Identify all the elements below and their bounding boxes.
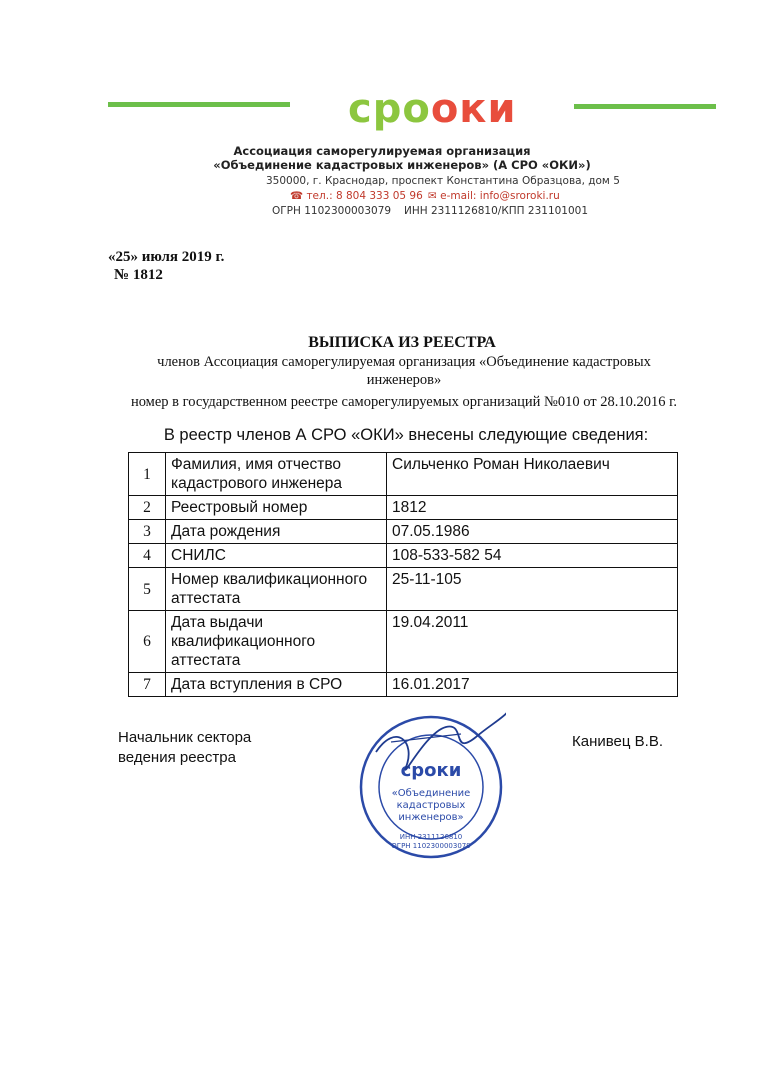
org-name-line2: «Объединение кадастровых инженеров» (А СРО «ОКИ») bbox=[213, 158, 591, 172]
stamp-line1: «Объединение bbox=[391, 788, 471, 799]
row-value: 19.04.2011 bbox=[387, 611, 678, 673]
signer-name: Канивец В.В. bbox=[572, 733, 663, 750]
row-number: 4 bbox=[129, 544, 166, 568]
row-number: 3 bbox=[129, 520, 166, 544]
row-label: Дата вступления в СРО bbox=[166, 673, 387, 697]
row-label: СНИЛС bbox=[166, 544, 387, 568]
table-row bbox=[129, 496, 678, 520]
document-subtitle-line1: членов Ассоциация саморегулируемая организация «Объединение кадастровых bbox=[157, 354, 651, 370]
org-phone: ☎ тел.: 8 804 333 05 96 bbox=[290, 190, 423, 202]
table-row bbox=[129, 544, 678, 568]
org-logo: срооки bbox=[348, 86, 517, 132]
stamp-line2: кадастровых bbox=[396, 800, 466, 811]
registry-line: номер в государственном реестре саморегулируемых организаций №010 от 28.10.2016 г. bbox=[130, 394, 678, 410]
row-label: Фамилия, имя отчество кадастрового инженера bbox=[166, 453, 387, 496]
table-row bbox=[129, 673, 678, 697]
row-value: Сильченко Роман Николаевич bbox=[387, 453, 678, 496]
stamp-line3: инженеров» bbox=[398, 812, 464, 823]
org-ogrn: ОГРН 1102300003079 bbox=[272, 205, 392, 217]
row-number: 5 bbox=[129, 568, 166, 611]
document-title: ВЫПИСКА ИЗ РЕЕСТРА bbox=[308, 334, 496, 351]
row-label: Номер квалификационного аттестата bbox=[166, 568, 387, 611]
registry-table bbox=[128, 452, 678, 697]
org-inn: ИНН 2311126810/КПП 231101001 bbox=[404, 205, 589, 217]
signer-position-line1: Начальник сектора bbox=[118, 729, 252, 746]
header-green-bar-right bbox=[574, 104, 716, 109]
stamp-logo: сроки bbox=[400, 760, 462, 781]
row-value: 1812 bbox=[387, 496, 678, 520]
stamp-inn: ИНН 2311126810 bbox=[399, 833, 463, 841]
table-row bbox=[129, 453, 678, 496]
table-row bbox=[129, 520, 678, 544]
row-value: 07.05.1986 bbox=[387, 520, 678, 544]
row-label: Дата рождения bbox=[166, 520, 387, 544]
table-row bbox=[129, 568, 678, 611]
document-date: «25» июля 2019 г. bbox=[108, 249, 225, 265]
signer-position bbox=[118, 728, 251, 768]
row-value: 25-11-105 bbox=[387, 568, 678, 611]
envelope-icon: ✉ bbox=[428, 190, 437, 202]
org-name-line1: Ассоциация саморегулируемая организация bbox=[233, 144, 531, 158]
row-number: 7 bbox=[129, 673, 166, 697]
row-label: Реестровый номер bbox=[166, 496, 387, 520]
document-subtitle-line2: инженеров» bbox=[366, 372, 442, 388]
row-value: 108-533-582 54 bbox=[387, 544, 678, 568]
header-green-bar-left bbox=[108, 102, 290, 107]
row-number: 1 bbox=[129, 453, 166, 496]
table-row bbox=[129, 611, 678, 673]
row-number: 2 bbox=[129, 496, 166, 520]
org-address: 350000, г. Краснодар, проспект Константина Образцова, дом 5 bbox=[266, 175, 620, 187]
org-email: ✉ e-mail: info@sroroki.ru bbox=[428, 190, 560, 202]
row-number: 6 bbox=[129, 611, 166, 673]
phone-icon: ☎ bbox=[290, 190, 304, 202]
intro-line: В реестр членов А СРО «ОКИ» внесены следующие сведения: bbox=[163, 426, 649, 444]
document-number: № 1812 bbox=[114, 267, 163, 283]
row-value: 16.01.2017 bbox=[387, 673, 678, 697]
stamp-ogrn: ОГРН 1102300003079 bbox=[391, 842, 471, 850]
organization-stamp bbox=[356, 712, 506, 862]
document-date-block bbox=[108, 248, 224, 284]
row-label: Дата выдачи квалификационного аттестата bbox=[166, 611, 387, 673]
signer-position-line2: ведения реестра bbox=[118, 749, 236, 766]
